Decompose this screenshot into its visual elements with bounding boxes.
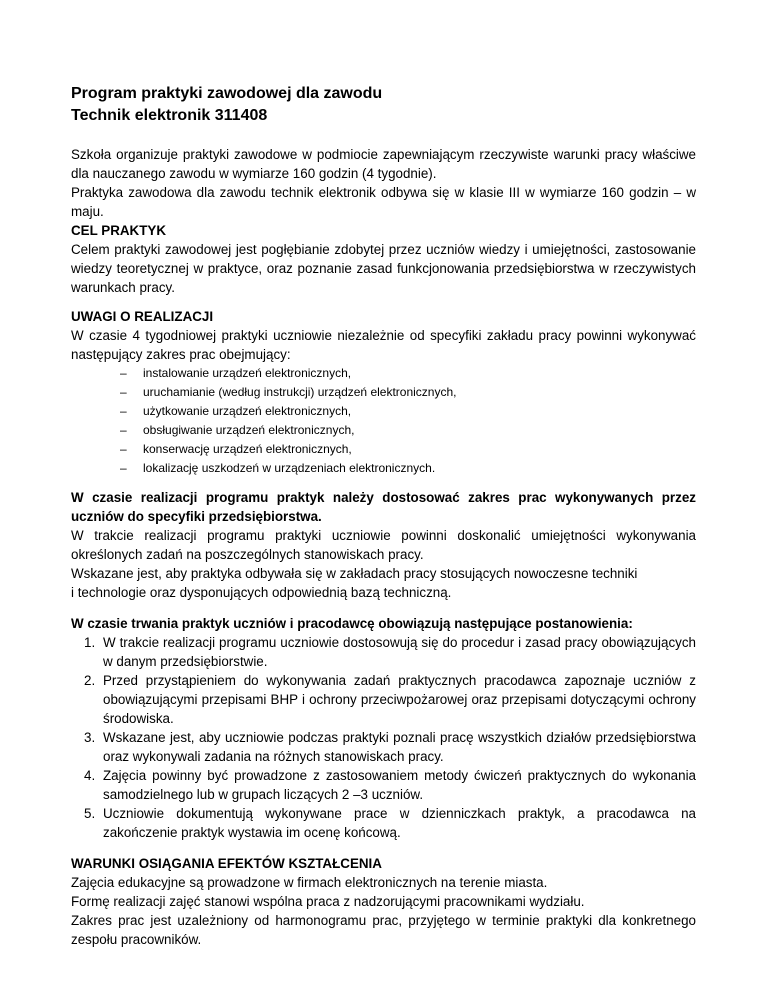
uwagi-paragraph: W czasie 4 tygodniowej praktyki uczniowie niezależnie od specyfiki zakładu pracy powinni wykonywać następujący zakres prac obejmujący: xyxy=(71,328,696,362)
task-list xyxy=(71,364,696,478)
intro-paragraph-1: Szkoła organizuje praktyki zawodowe w podmiocie zapewniającym rzeczywiste warunki pracy właściwe dla nauczanego zawodu w wymiarze 160 godzin (4 tygodnie). xyxy=(71,147,696,181)
list-item: – lokalizację uszkodzeń w urządzeniach elektronicznych. xyxy=(120,459,696,478)
cel-heading: CEL PRAKTYK xyxy=(71,223,166,238)
document-title-line1: Program praktyki zawodowej dla zawodu xyxy=(71,85,383,102)
list-item: – obsługiwanie urządzeń elektronicznych, xyxy=(120,421,696,440)
list-item: 2. Przed przystąpieniem do wykonywania zadań praktycznych pracodawca zapoznaje uczniów z obowiązującymi przepisami BHP i ochrony przeciwpożarowej oraz przepisami dotyczącymi ochrony środowiska. xyxy=(84,673,696,726)
uwagi-heading: UWAGI O REALIZACJI xyxy=(71,309,214,324)
realizacja-paragraph-2b: i technologie oraz dysponujących odpowiednią bazą techniczną. xyxy=(71,585,452,600)
intro-paragraph-2: Praktyka zawodowa dla zawodu technik elektronik odbywa się w klasie III w wymiarze 160 godzin – w maju. xyxy=(71,185,696,219)
realizacja-paragraph-2a: Wskazane jest, aby praktyka odbywała się w zakładach pracy stosujących nowoczesne techniki xyxy=(71,566,638,581)
realizacja-paragraph-1: W trakcie realizacji programu praktyki uczniowie powinni doskonalić umiejętności wykonywania określonych zadań na poszczególnych stanowiskach pracy. xyxy=(71,528,696,562)
document-title-line2: Technik elektronik 311408 xyxy=(71,107,268,124)
warunki-paragraph-3: Zakres prac jest uzależniony od harmonogramu prac, przyjętego w terminie praktyki dla konkretnego zespołu pracowników. xyxy=(71,913,696,947)
postanowienia-list xyxy=(71,633,696,842)
list-item: 1. W trakcie realizacji programu uczniowie dostosowują się do procedur i zasad pracy obowiązujących w danym przedsiębiorstwie. xyxy=(84,635,696,669)
list-item: – instalowanie urządzeń elektronicznych, xyxy=(120,364,696,383)
list-item: – uruchamianie (według instrukcji) urządzeń elektronicznych, xyxy=(120,383,696,402)
list-item: 5. Uczniowie dokumentują wykonywane prace w dzienniczkach praktyk, a pracodawca na zakończenie praktyk wystawia im ocenę końcową. xyxy=(84,806,696,840)
list-item: 4. Zajęcia powinny być prowadzone z zastosowaniem metody ćwiczeń praktycznych do wykonania samodzielnego lub w grupach liczących 2 –3 uczniów. xyxy=(84,768,696,802)
realizacja-bold-paragraph: W czasie realizacji programu praktyk należy dostosować zakres prac wykonywanych przez uczniów do specyfiki przedsiębiorstwa. xyxy=(71,490,696,524)
list-item: 3. Wskazane jest, aby uczniowie podczas praktyki poznali pracę wszystkich działów przedsiębiorstwa oraz wykonywali zadania na różnych stanowiskach pracy. xyxy=(84,730,696,764)
warunki-paragraph-1: Zajęcia edukacyjne są prowadzone w firmach elektronicznych na terenie miasta. xyxy=(71,875,548,890)
postanowienia-heading: W czasie trwania praktyk uczniów i pracodawcę obowiązują następujące postanowienia: xyxy=(71,616,633,631)
cel-paragraph: Celem praktyki zawodowej jest pogłębianie zdobytej przez uczniów wiedzy i umiejętności, zastosowanie wiedzy teoretycznej w praktyce, oraz poznanie zasad funkcjonowania przedsiębiorstwa w rzeczywistych warunkach pracy. xyxy=(71,242,696,295)
warunki-heading: WARUNKI OSIĄGANIA EFEKTÓW KSZTAŁCENIA xyxy=(71,856,382,871)
warunki-paragraph-2: Formę realizacji zajęć stanowi wspólna praca z nadzorującymi pracownikami wydziału. xyxy=(71,894,585,909)
list-item: – konserwację urządzeń elektronicznych, xyxy=(120,440,696,459)
document-page xyxy=(71,83,696,949)
list-item: – użytkowanie urządzeń elektronicznych, xyxy=(120,402,696,421)
